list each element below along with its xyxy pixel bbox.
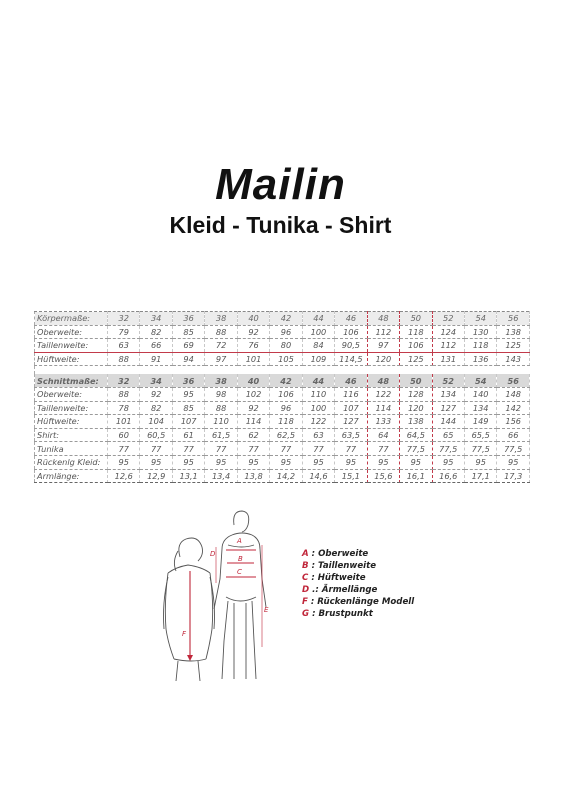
table-cell: 15,1 <box>335 469 367 483</box>
table-cell: 34 <box>140 312 172 326</box>
table-cell: 114 <box>367 401 399 415</box>
table-cell: 63,5 <box>335 428 367 442</box>
legend-key: D <box>302 585 310 595</box>
table-spacer <box>35 366 530 375</box>
legend-item <box>302 596 414 608</box>
table-cell: 50 <box>400 312 432 326</box>
legend-item <box>302 608 414 620</box>
table-cell: 127 <box>432 401 464 415</box>
legend-text: .: Ärmellänge <box>312 585 378 595</box>
row-label: Shirt: <box>35 428 108 442</box>
table-cell: 56 <box>497 312 530 326</box>
table-cell: 13,1 <box>172 469 204 483</box>
table-cell: 122 <box>302 415 334 429</box>
table-cell: 112 <box>367 325 399 339</box>
table-cell: 77 <box>140 442 172 456</box>
legend-key: B <box>302 561 309 571</box>
table-cell: 95 <box>172 387 204 401</box>
table-cell: 136 <box>464 352 496 366</box>
table-cell: 12,6 <box>108 469 140 483</box>
table-cell: 95 <box>172 455 204 469</box>
table-cell: 32 <box>108 312 140 326</box>
table-cell: 63 <box>302 428 334 442</box>
legend-key: F <box>302 597 308 607</box>
table-row <box>35 469 530 483</box>
table-cell: 54 <box>464 374 496 387</box>
row-label: Rückenlg Kleid: <box>35 455 108 469</box>
table-cell: 44 <box>302 374 334 387</box>
table-cell: 44 <box>302 312 334 326</box>
table-cell: 95 <box>400 455 432 469</box>
table-cell: 78 <box>108 401 140 415</box>
row-label: Körpermaße: <box>35 312 108 326</box>
table-cell: 107 <box>335 401 367 415</box>
legend-key: C <box>302 573 309 583</box>
table-cell: 140 <box>464 387 496 401</box>
table-cell: 76 <box>237 339 269 353</box>
table-cell: 97 <box>205 352 237 366</box>
legend-key: A <box>302 549 309 559</box>
label-b: B <box>238 555 243 563</box>
page-title: Mailin <box>215 160 346 209</box>
table-cell: 92 <box>140 387 172 401</box>
spacer-cell <box>35 366 530 375</box>
table-cell: 96 <box>270 401 302 415</box>
table-cell: 116 <box>335 387 367 401</box>
table-row <box>35 401 530 415</box>
table-cell: 66 <box>497 428 530 442</box>
table-cell: 82 <box>140 325 172 339</box>
table-cell: 80 <box>270 339 302 353</box>
table-cell: 142 <box>497 401 530 415</box>
table-cell: 46 <box>335 312 367 326</box>
table-cell: 38 <box>205 312 237 326</box>
table-cell: 134 <box>432 387 464 401</box>
table-cell: 95 <box>302 455 334 469</box>
table-cell: 95 <box>432 455 464 469</box>
table-cell: 138 <box>400 415 432 429</box>
table-cell: 62,5 <box>270 428 302 442</box>
table-cell: 16,6 <box>432 469 464 483</box>
table-cell: 63 <box>108 339 140 353</box>
table-cell: 98 <box>205 387 237 401</box>
table-cell: 112 <box>432 339 464 353</box>
table-cell: 148 <box>497 387 530 401</box>
table-cell: 88 <box>108 387 140 401</box>
row-label: Taillenweite: <box>35 401 108 415</box>
table-row <box>35 428 530 442</box>
table-header-row <box>35 312 530 326</box>
table-cell: 65 <box>432 428 464 442</box>
table-cell: 95 <box>108 455 140 469</box>
table-cell: 36 <box>172 312 204 326</box>
table-cell: 40 <box>237 374 269 387</box>
table-cell: 105 <box>270 352 302 366</box>
label-e: E <box>264 606 269 614</box>
row-label: Schnittmaße: <box>35 374 108 387</box>
table-cell: 84 <box>302 339 334 353</box>
label-c: C <box>237 568 242 576</box>
measurement-legend <box>302 548 414 620</box>
table-cell: 104 <box>140 415 172 429</box>
table-header-row <box>35 374 530 387</box>
table-cell: 85 <box>172 401 204 415</box>
table-row <box>35 325 530 339</box>
table-cell: 118 <box>464 339 496 353</box>
table-cell: 48 <box>367 374 399 387</box>
table-cell: 52 <box>432 312 464 326</box>
table-cell: 77 <box>367 442 399 456</box>
table-cell: 77,5 <box>432 442 464 456</box>
table-cell: 32 <box>108 374 140 387</box>
table-cell: 125 <box>400 352 432 366</box>
table-cell: 52 <box>432 374 464 387</box>
table-cell: 91 <box>140 352 172 366</box>
table-cell: 77 <box>335 442 367 456</box>
label-a: A <box>237 537 242 545</box>
table-cell: 114,5 <box>335 352 367 366</box>
table-cell: 90,5 <box>335 339 367 353</box>
table-cell: 130 <box>464 325 496 339</box>
table-cell: 14,2 <box>270 469 302 483</box>
row-label: Hüftweite: <box>35 352 108 366</box>
table-cell: 50 <box>400 374 432 387</box>
size-table <box>34 311 530 483</box>
table-cell: 77,5 <box>497 442 530 456</box>
table-cell: 85 <box>172 325 204 339</box>
table-cell: 110 <box>302 387 334 401</box>
table-cell: 114 <box>237 415 269 429</box>
table-cell: 79 <box>108 325 140 339</box>
table-cell: 65,5 <box>464 428 496 442</box>
table-cell: 62 <box>237 428 269 442</box>
table-cell: 94 <box>172 352 204 366</box>
table-cell: 34 <box>140 374 172 387</box>
table-cell: 133 <box>367 415 399 429</box>
table-cell: 106 <box>400 339 432 353</box>
table-cell: 106 <box>270 387 302 401</box>
table-row <box>35 387 530 401</box>
table-cell: 138 <box>497 325 530 339</box>
table-cell: 92 <box>237 325 269 339</box>
table-row <box>35 442 530 456</box>
row-label: Hüftweite: <box>35 415 108 429</box>
legend-text: : Oberweite <box>311 549 369 559</box>
label-f: F <box>182 630 187 638</box>
table-cell: 128 <box>400 387 432 401</box>
table-cell: 13,8 <box>237 469 269 483</box>
table-cell: 95 <box>497 455 530 469</box>
table-cell: 122 <box>367 387 399 401</box>
table-cell: 125 <box>497 339 530 353</box>
table-cell: 131 <box>432 352 464 366</box>
page-subtitle: Kleid - Tunika - Shirt <box>169 212 392 238</box>
table-cell: 144 <box>432 415 464 429</box>
table-cell: 92 <box>237 401 269 415</box>
table-cell: 100 <box>302 325 334 339</box>
table-cell: 60,5 <box>140 428 172 442</box>
table-cell: 40 <box>237 312 269 326</box>
row-label: Armlänge: <box>35 469 108 483</box>
table-cell: 95 <box>335 455 367 469</box>
table-cell: 149 <box>464 415 496 429</box>
table-cell: 72 <box>205 339 237 353</box>
table-cell: 48 <box>367 312 399 326</box>
legend-text: : Brustpunkt <box>312 609 373 619</box>
row-label: Taillenweite: <box>35 339 108 353</box>
table-row <box>35 455 530 469</box>
table-cell: 109 <box>302 352 334 366</box>
table-cell: 12,9 <box>140 469 172 483</box>
table-cell: 14,6 <box>302 469 334 483</box>
legend-text: : Hüftweite <box>311 573 366 583</box>
table-cell: 95 <box>270 455 302 469</box>
legend-item <box>302 584 414 596</box>
table-cell: 95 <box>140 455 172 469</box>
row-label: Tunika <box>35 442 108 456</box>
table-cell: 120 <box>400 401 432 415</box>
label-d: D <box>210 550 216 558</box>
table-cell: 13,4 <box>205 469 237 483</box>
table-cell: 82 <box>140 401 172 415</box>
table-cell: 77 <box>270 442 302 456</box>
table-cell: 61 <box>172 428 204 442</box>
table-cell: 66 <box>140 339 172 353</box>
table-cell: 118 <box>270 415 302 429</box>
table-cell: 127 <box>335 415 367 429</box>
legend-key: G <box>302 609 310 619</box>
table-cell: 77 <box>302 442 334 456</box>
table-cell: 88 <box>205 401 237 415</box>
table-cell: 54 <box>464 312 496 326</box>
table-cell: 61,5 <box>205 428 237 442</box>
legend-text: : Taillenweite <box>311 561 377 571</box>
table-cell: 88 <box>205 325 237 339</box>
table-cell: 17,1 <box>464 469 496 483</box>
table-cell: 36 <box>172 374 204 387</box>
legend-item <box>302 560 414 572</box>
table-row <box>35 352 530 366</box>
table-cell: 95 <box>464 455 496 469</box>
table-cell: 77 <box>108 442 140 456</box>
table-cell: 101 <box>108 415 140 429</box>
row-label: Oberweite: <box>35 387 108 401</box>
table-cell: 64,5 <box>400 428 432 442</box>
table-cell: 42 <box>270 312 302 326</box>
row-label: Oberweite: <box>35 325 108 339</box>
table-cell: 95 <box>237 455 269 469</box>
table-cell: 77,5 <box>464 442 496 456</box>
table-cell: 124 <box>432 325 464 339</box>
table-cell: 15,6 <box>367 469 399 483</box>
table-cell: 102 <box>237 387 269 401</box>
table-cell: 46 <box>335 374 367 387</box>
table-cell: 17,3 <box>497 469 530 483</box>
table-cell: 107 <box>172 415 204 429</box>
table-cell: 69 <box>172 339 204 353</box>
table-cell: 88 <box>108 352 140 366</box>
table-cell: 110 <box>205 415 237 429</box>
table-cell: 134 <box>464 401 496 415</box>
table-cell: 97 <box>367 339 399 353</box>
table-cell: 120 <box>367 352 399 366</box>
model-sketch-figure <box>150 505 275 685</box>
legend-item <box>302 548 414 560</box>
table-cell: 96 <box>270 325 302 339</box>
table-cell: 64 <box>367 428 399 442</box>
table-cell: 118 <box>400 325 432 339</box>
table-cell: 77 <box>172 442 204 456</box>
table-cell: 56 <box>497 374 530 387</box>
table-cell: 77,5 <box>400 442 432 456</box>
table-cell: 106 <box>335 325 367 339</box>
table-cell: 100 <box>302 401 334 415</box>
table-cell: 16,1 <box>400 469 432 483</box>
table-cell: 77 <box>205 442 237 456</box>
table-cell: 156 <box>497 415 530 429</box>
back-length-arrow <box>187 655 193 661</box>
table-row <box>35 339 530 353</box>
table-row <box>35 415 530 429</box>
back-view-sketch <box>164 538 215 681</box>
table-cell: 95 <box>367 455 399 469</box>
table-cell: 143 <box>497 352 530 366</box>
legend-text: : Rückenlänge Modell <box>310 597 415 607</box>
table-cell: 101 <box>237 352 269 366</box>
legend-item <box>302 572 414 584</box>
table-cell: 38 <box>205 374 237 387</box>
size-chart-table <box>34 311 530 483</box>
table-cell: 95 <box>205 455 237 469</box>
table-cell: 60 <box>108 428 140 442</box>
table-cell: 42 <box>270 374 302 387</box>
table-cell: 77 <box>237 442 269 456</box>
